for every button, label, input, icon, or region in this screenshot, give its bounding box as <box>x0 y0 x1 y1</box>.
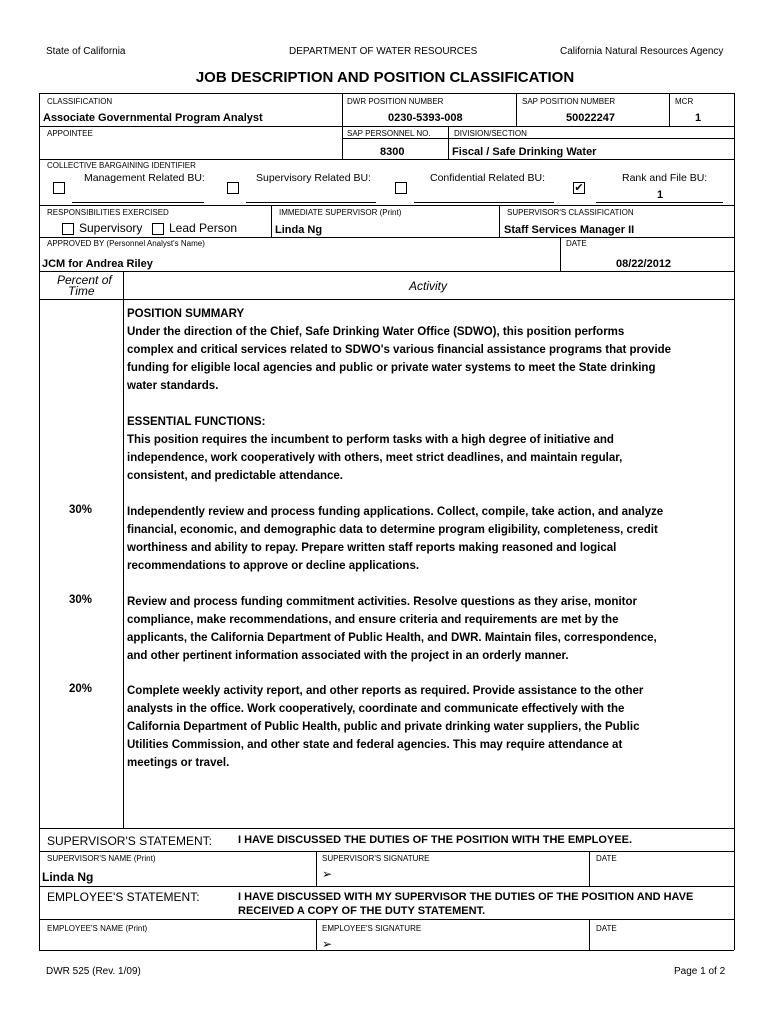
division-label: DIVISION/SECTION <box>454 129 527 138</box>
position-summary-line: funding for eligible local agencies and public or private water systems to meet the State drinking <box>127 362 656 374</box>
supervisor-date-label: DATE <box>596 854 617 863</box>
activity-header: Activity <box>409 279 448 293</box>
header-department: DEPARTMENT OF WATER RESOURCES <box>289 46 478 57</box>
duty-line: financial, economic, and demographic data to determine program eligibility, completeness, credit <box>127 524 658 536</box>
employee-date-label: DATE <box>596 924 617 933</box>
supervisory-option-label: Supervisory <box>79 221 143 235</box>
employee-name-label: EMPLOYEE'S NAME (Print) <box>47 924 148 933</box>
approved-by-label: APPROVED BY (Personnel Analyst's Name) <box>47 239 205 248</box>
supervisor-statement-label: SUPERVISOR'S STATEMENT: <box>47 834 212 848</box>
date-label: DATE <box>566 239 587 248</box>
arrow-icon: ➢ <box>322 867 333 881</box>
essential-functions-line: independence, work cooperatively with others, meet strict deadlines, and maintain regular, <box>127 452 623 464</box>
dwr-position-label: DWR POSITION NUMBER <box>347 97 444 106</box>
essential-functions-heading: ESSENTIAL FUNCTIONS: <box>127 416 266 428</box>
page-title: JOB DESCRIPTION AND POSITION CLASSIFICATION <box>195 69 575 86</box>
duty-percent: 30% <box>69 504 93 516</box>
duty-line: compliance, make recommendations, and ensure criteria and requirements are met by the <box>127 614 619 626</box>
supervisor-classification-value: Staff Services Manager II <box>504 224 635 236</box>
duty-percent: 20% <box>69 683 93 695</box>
sap-personnel-value: 8300 <box>380 146 405 158</box>
employee-signature-label: EMPLOYEE'S SIGNATURE <box>322 924 422 933</box>
page-number: Page 1 of 2 <box>674 966 726 977</box>
division-value: Fiscal / Safe Drinking Water <box>452 146 597 158</box>
date-value: 08/22/2012 <box>616 258 672 270</box>
time-header: Time <box>68 284 95 298</box>
mcr-value: 1 <box>695 112 702 124</box>
duty-line: Complete weekly activity report, and other reports as required. Provide assistance to the other <box>127 685 644 697</box>
essential-functions-line: consistent, and predictable attendance. <box>127 470 343 482</box>
employee-statement-label: EMPLOYEE'S STATEMENT: <box>47 890 200 904</box>
header-state: State of California <box>46 46 126 57</box>
immediate-supervisor-label: IMMEDIATE SUPERVISOR (Print) <box>279 208 402 217</box>
approved-by-value: JCM for Andrea Riley <box>42 258 153 270</box>
rank-file-bu-label: Rank and File BU: <box>622 172 708 184</box>
rank-file-bu-value: 1 <box>657 189 664 201</box>
supervisor-signature-label: SUPERVISOR'S SIGNATURE <box>322 854 430 863</box>
supervisory-checkbox[interactable] <box>62 223 74 235</box>
duty-line: Utilities Commission, and other state and federal agencies. This may require attendance at <box>127 739 623 751</box>
arrow-icon: ➢ <box>322 937 333 951</box>
sap-personnel-label: SAP PERSONNEL NO. <box>347 129 431 138</box>
classification-value: Associate Governmental Program Analyst <box>43 112 263 124</box>
position-summary-heading: POSITION SUMMARY <box>127 308 245 320</box>
duty-line: worthiness and ability to repay. Prepare written staff reports making reasoned and logical <box>127 542 617 554</box>
form-id: DWR 525 (Rev. 1/09) <box>46 966 141 977</box>
percent-header: Percent of <box>57 273 112 287</box>
classification-label: CLASSIFICATION <box>47 97 113 106</box>
supervisory-bu-checkbox[interactable] <box>395 182 407 194</box>
supervisor-classification-label: SUPERVISOR'S CLASSIFICATION <box>507 208 634 217</box>
duty-line: analysts in the office. Work cooperatively, coordinate and communicate effectively with the <box>127 703 625 715</box>
position-summary-line: Under the direction of the Chief, Safe Drinking Water Office (SDWO), this position performs <box>127 326 625 338</box>
sap-position-value: 50022247 <box>566 112 615 124</box>
lead-person-option-label: Lead Person <box>169 221 238 235</box>
duty-line: applicants, the California Department of Public Health, and DWR. Maintain files, correspondence, <box>127 632 657 644</box>
employee-statement-line: I HAVE DISCUSSED WITH MY SUPERVISOR THE DUTIES OF THE POSITION AND HAVE <box>238 891 694 903</box>
responsibilities-label: RESPONSIBILITIES EXERCISED <box>47 208 169 217</box>
bargaining-label: COLLECTIVE BARGAINING IDENTIFIER <box>47 161 196 170</box>
check-icon: ✔ <box>574 182 584 194</box>
essential-functions-line: This position requires the incumbent to perform tasks with a high degree of initiative and <box>127 434 614 446</box>
sap-position-label: SAP POSITION NUMBER <box>522 97 616 106</box>
confidential-bu-label: Confidential Related BU: <box>430 172 545 184</box>
duty-line: recommendations to approve or decline applications. <box>127 560 420 572</box>
duty-line: meetings or travel. <box>127 757 230 769</box>
header-agency: California Natural Resources Agency <box>560 46 724 57</box>
management-bu-checkbox[interactable] <box>53 182 65 194</box>
duty-line: and other pertinent information associated with the project in an orderly manner. <box>127 650 569 662</box>
duty-line: Independently review and process funding applications. Collect, compile, take action, and analyze <box>127 506 664 518</box>
appointee-label: APPOINTEE <box>47 129 93 138</box>
supervisor-statement-text: I HAVE DISCUSSED THE DUTIES OF THE POSITION WITH THE EMPLOYEE. <box>238 834 632 846</box>
lead-person-checkbox[interactable] <box>152 223 164 235</box>
confidential-bu-checkbox[interactable] <box>573 182 585 194</box>
supervisor-name-label: SUPERVISOR'S NAME (Print) <box>47 854 156 863</box>
management-bu-field-checkbox[interactable] <box>227 182 239 194</box>
duty-line: California Department of Public Health, public and private drinking water suppliers, the Public <box>127 721 640 733</box>
supervisory-bu-label: Supervisory Related BU: <box>256 172 371 184</box>
duty-percent: 30% <box>69 594 93 606</box>
employee-statement-line: RECEIVED A COPY OF THE DUTY STATEMENT. <box>238 905 486 917</box>
duty-line: Review and process funding commitment activities. Resolve questions as they arise, monitor <box>127 596 637 608</box>
supervisor-name-value: Linda Ng <box>42 870 94 884</box>
position-summary-line: water standards. <box>127 380 219 392</box>
position-summary-line: complex and critical services related to SDWO's various financial assistance programs that provide <box>127 344 672 356</box>
mcr-label: MCR <box>675 97 694 106</box>
immediate-supervisor-value: Linda Ng <box>275 224 323 236</box>
management-bu-label: Management Related BU: <box>84 172 205 184</box>
dwr-position-value: 0230-5393-008 <box>388 112 463 124</box>
